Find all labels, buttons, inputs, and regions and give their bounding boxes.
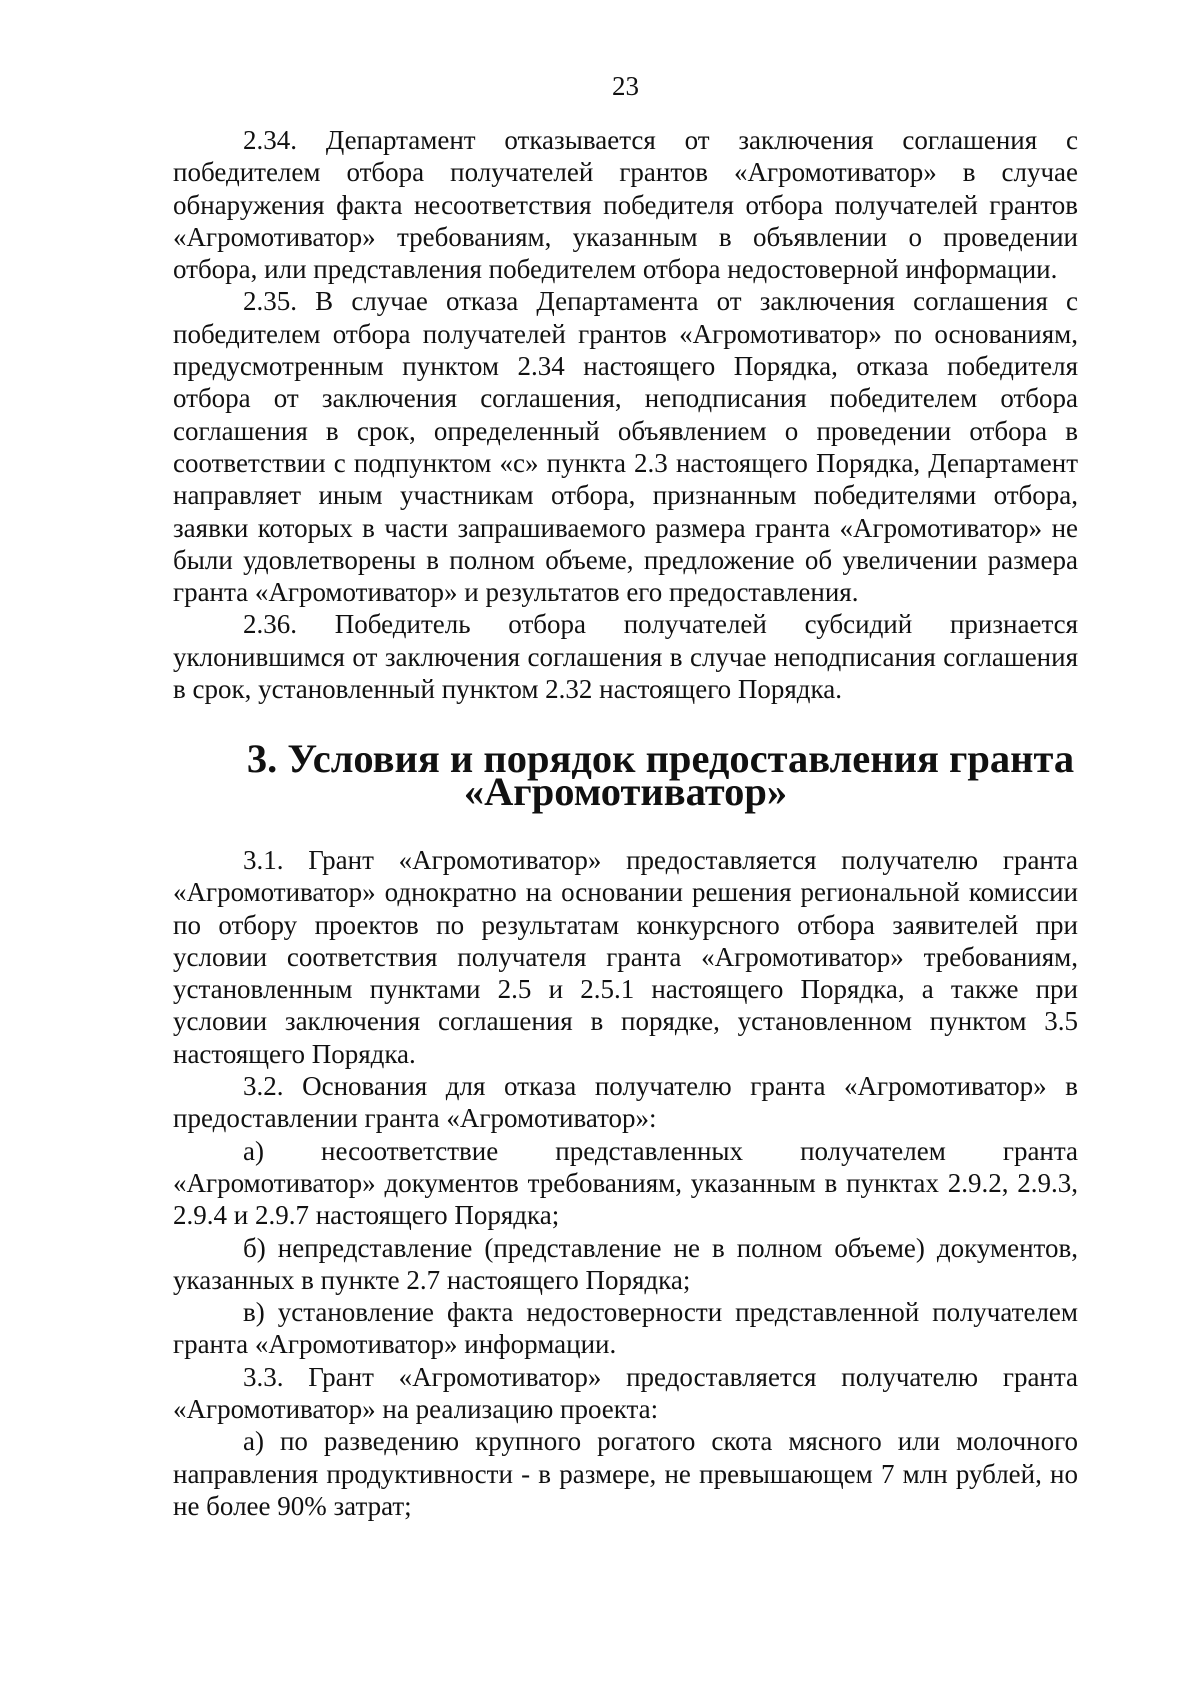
paragraph-2-35: 2.35. В случае отказа Департамента от заключения соглашения с победителем отбора получателей грантов «Агромотиватор» по основаниям, предусмотренным пунктом 2.34 настоящего Порядка, отказа победителя отбора от заключения соглашения, неподписания победителем отбора соглашения в срок, определенный объявлением о проведении отбора в соответствии с подпунктом «с» пункта 2.3 настоящего Порядка, Департамент направляет иным участникам отбора, признанным победителями отбора, заявки которых в части запрашиваемого размера гранта «Агромотиватор» не были удовлетворены в полном объеме, предложение об увеличении размера гранта «Агромотиватор» и результатов его предоставления. xyxy=(173,286,1078,608)
document-page xyxy=(173,70,1078,1522)
page-number: 23 xyxy=(612,71,639,101)
list-item-3-3-a: а) по разведению крупного рогатого скота мясного или молочного направления продуктивности - в размере, не превышающем 7 млн рублей, но не более 90% затрат; xyxy=(173,1426,1078,1521)
list-item-v: в) установление факта недостоверности представленной получателем гранта «Агромотиватор» информации. xyxy=(173,1297,1078,1360)
paragraph-3-1: 3.1. Грант «Агромотиватор» предоставляется получателю гранта «Агромотиватор» однократно на основании решения региональной комиссии по отбору проектов по результатам конкурсного отбора заявителей при условии соответствия получателя гранта «Агромотиватор» требованиям, установленным пунктами 2.5 и 2.5.1 настоящего Порядка, а также при условии заключения соглашения в порядке, установленном пунктом 3.5 настоящего Порядка. xyxy=(173,844,1078,1069)
list-item-a: а) несоответствие представленных получателем гранта «Агромотиватор» документов требованиям, указанным в пунктах 2.9.2, 2.9.3, 2.9.4 и 2.9.7 настоящего Порядка; xyxy=(173,1135,1078,1231)
list-item-b: б) непредставление (представление не в полном объеме) документов, указанных в пункте 2.7 настоящего Порядка; xyxy=(173,1232,1078,1295)
paragraph-2-34: 2.34. Департамент отказывается от заключения соглашения с победителем отбора получателей грантов «Агромотиватор» в случае обнаружения факта несоответствия победителя отбора получателей грантов «Агромотиватор» требованиям, указанным в объявлении о проведении отбора, или представления победителем отбора недостоверной информации. xyxy=(173,125,1078,285)
paragraph-3-2: 3.2. Основания для отказа получателю гранта «Агромотиватор» в предоставлении гранта «Агромотиватор»: xyxy=(173,1071,1078,1134)
section-heading: 3. Условия и порядок предоставления гранта «Агромотиватор» xyxy=(246,736,1075,814)
paragraph-3-3: 3.3. Грант «Агромотиватор» предоставляется получателю гранта «Агромотиватор» на реализацию проекта: xyxy=(173,1361,1078,1424)
paragraph-2-36: 2.36. Победитель отбора получателей субсидий признается уклонившимся от заключения соглашения в случае неподписания соглашения в срок, установленный пунктом 2.32 настоящего Порядка. xyxy=(173,609,1078,705)
